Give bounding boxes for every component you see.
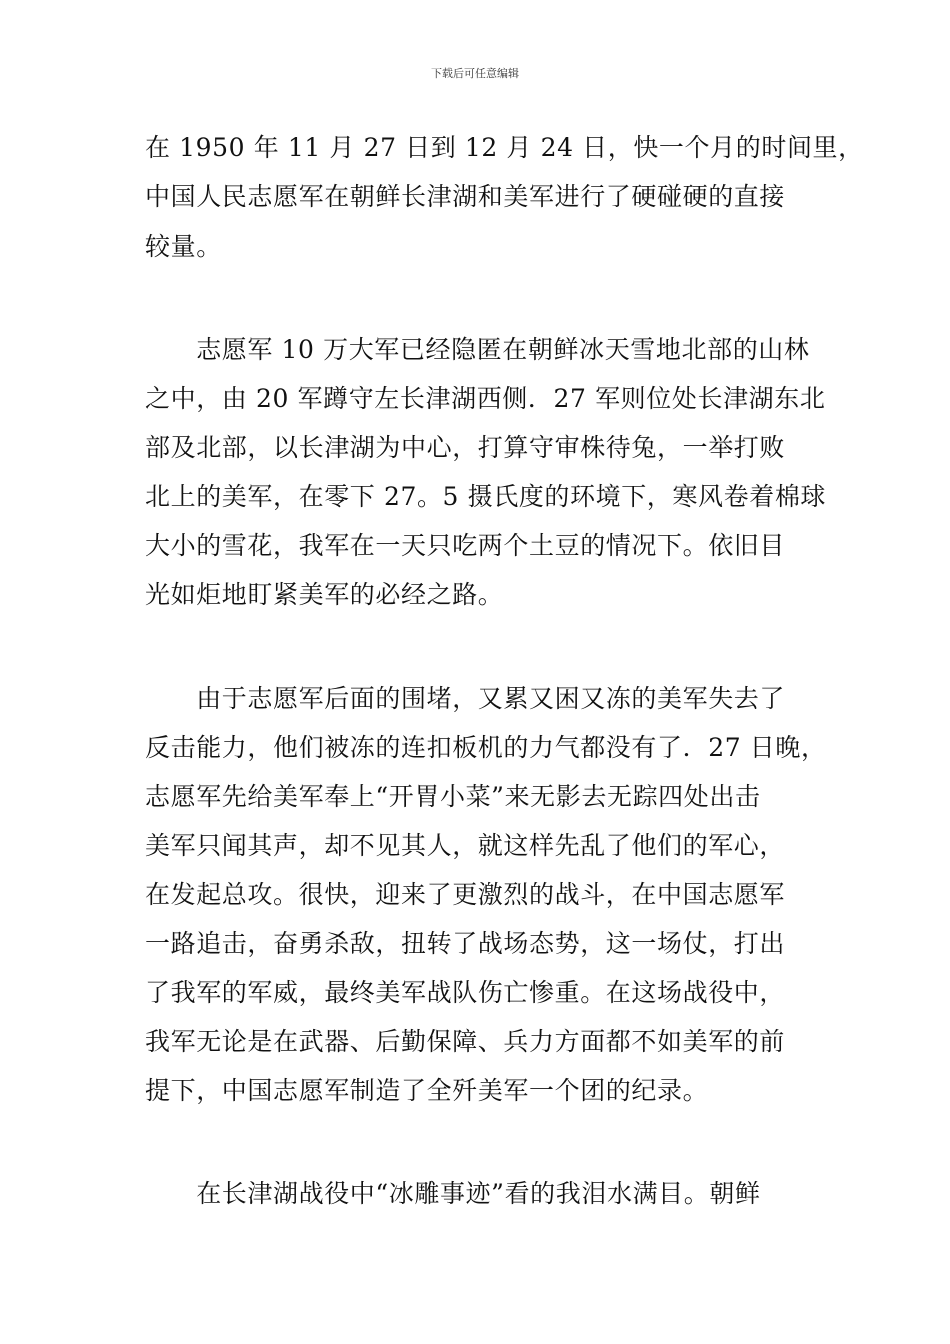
- paragraph-3-line-6: 一路追击，奋勇杀敌，扭转了战场态势，这一场仗，打出: [145, 929, 786, 958]
- paragraph-3-line-8: 我军无论是在武器、后勤保障、兵力方面都不如美军的前: [145, 1027, 786, 1056]
- paragraph-3-line-9: 提下，中国志愿军制造了全歼美军一个团的纪录。: [145, 1076, 709, 1105]
- paragraph-2-line-5: 大小的雪花，我军在一天只吃两个土豆的情况下。依旧目: [145, 531, 786, 560]
- paragraph-3-line-7: 了我军的军威，最终美军战队伤亡惨重。在这场战役中，: [145, 978, 786, 1007]
- paragraph-3-line-5: 在发起总攻。很快，迎来了更激烈的战斗，在中国志愿军: [145, 880, 786, 909]
- paragraph-3-line-1: 由于志愿军后面的围堵，又累又困又冻的美军失去了: [145, 684, 786, 713]
- paragraph-4-line-1: 在长津湖战役中“冰雕事迹”看的我泪水满目。朝鲜: [145, 1179, 761, 1208]
- paragraph-2-line-6: 光如炬地盯紧美军的必经之路。: [145, 580, 504, 609]
- paragraph-1-line-3: 较量。: [145, 232, 222, 261]
- page-header: 下载后可任意编辑: [431, 67, 519, 80]
- paragraph-1-line-2: 中国人民志愿军在朝鲜长津湖和美军进行了硬碰硬的直接: [145, 182, 786, 211]
- paragraph-1-line-1: 在 1950 年 11 月 27 日到 12 月 24 日，快一个月的时间里，: [145, 133, 864, 162]
- paragraph-3-line-3: 志愿军先给美军奉上“开胃小菜”来无影去无踪四处出击: [145, 782, 761, 811]
- paragraph-3-line-2: 反击能力，他们被冻的连扣板机的力气都没有了．27 日晚，: [145, 733, 827, 762]
- paragraph-2-line-2: 之中，由 20 军蹲守左长津湖西侧．27 军则位处长津湖东北: [145, 384, 826, 413]
- paragraph-2-line-1: 志愿军 10 万大军已经隐匿在朝鲜冰天雪地北部的山林: [145, 335, 810, 364]
- paragraph-2-line-3: 部及北部，以长津湖为中心，打算守审株待兔，一举打败: [145, 433, 786, 462]
- paragraph-3-line-4: 美军只闻其声，却不见其人，就这样先乱了他们的军心，: [145, 831, 786, 860]
- paragraph-2-line-4: 北上的美军，在零下 27。5 摄氏度的环境下，寒风卷着棉球: [145, 482, 827, 511]
